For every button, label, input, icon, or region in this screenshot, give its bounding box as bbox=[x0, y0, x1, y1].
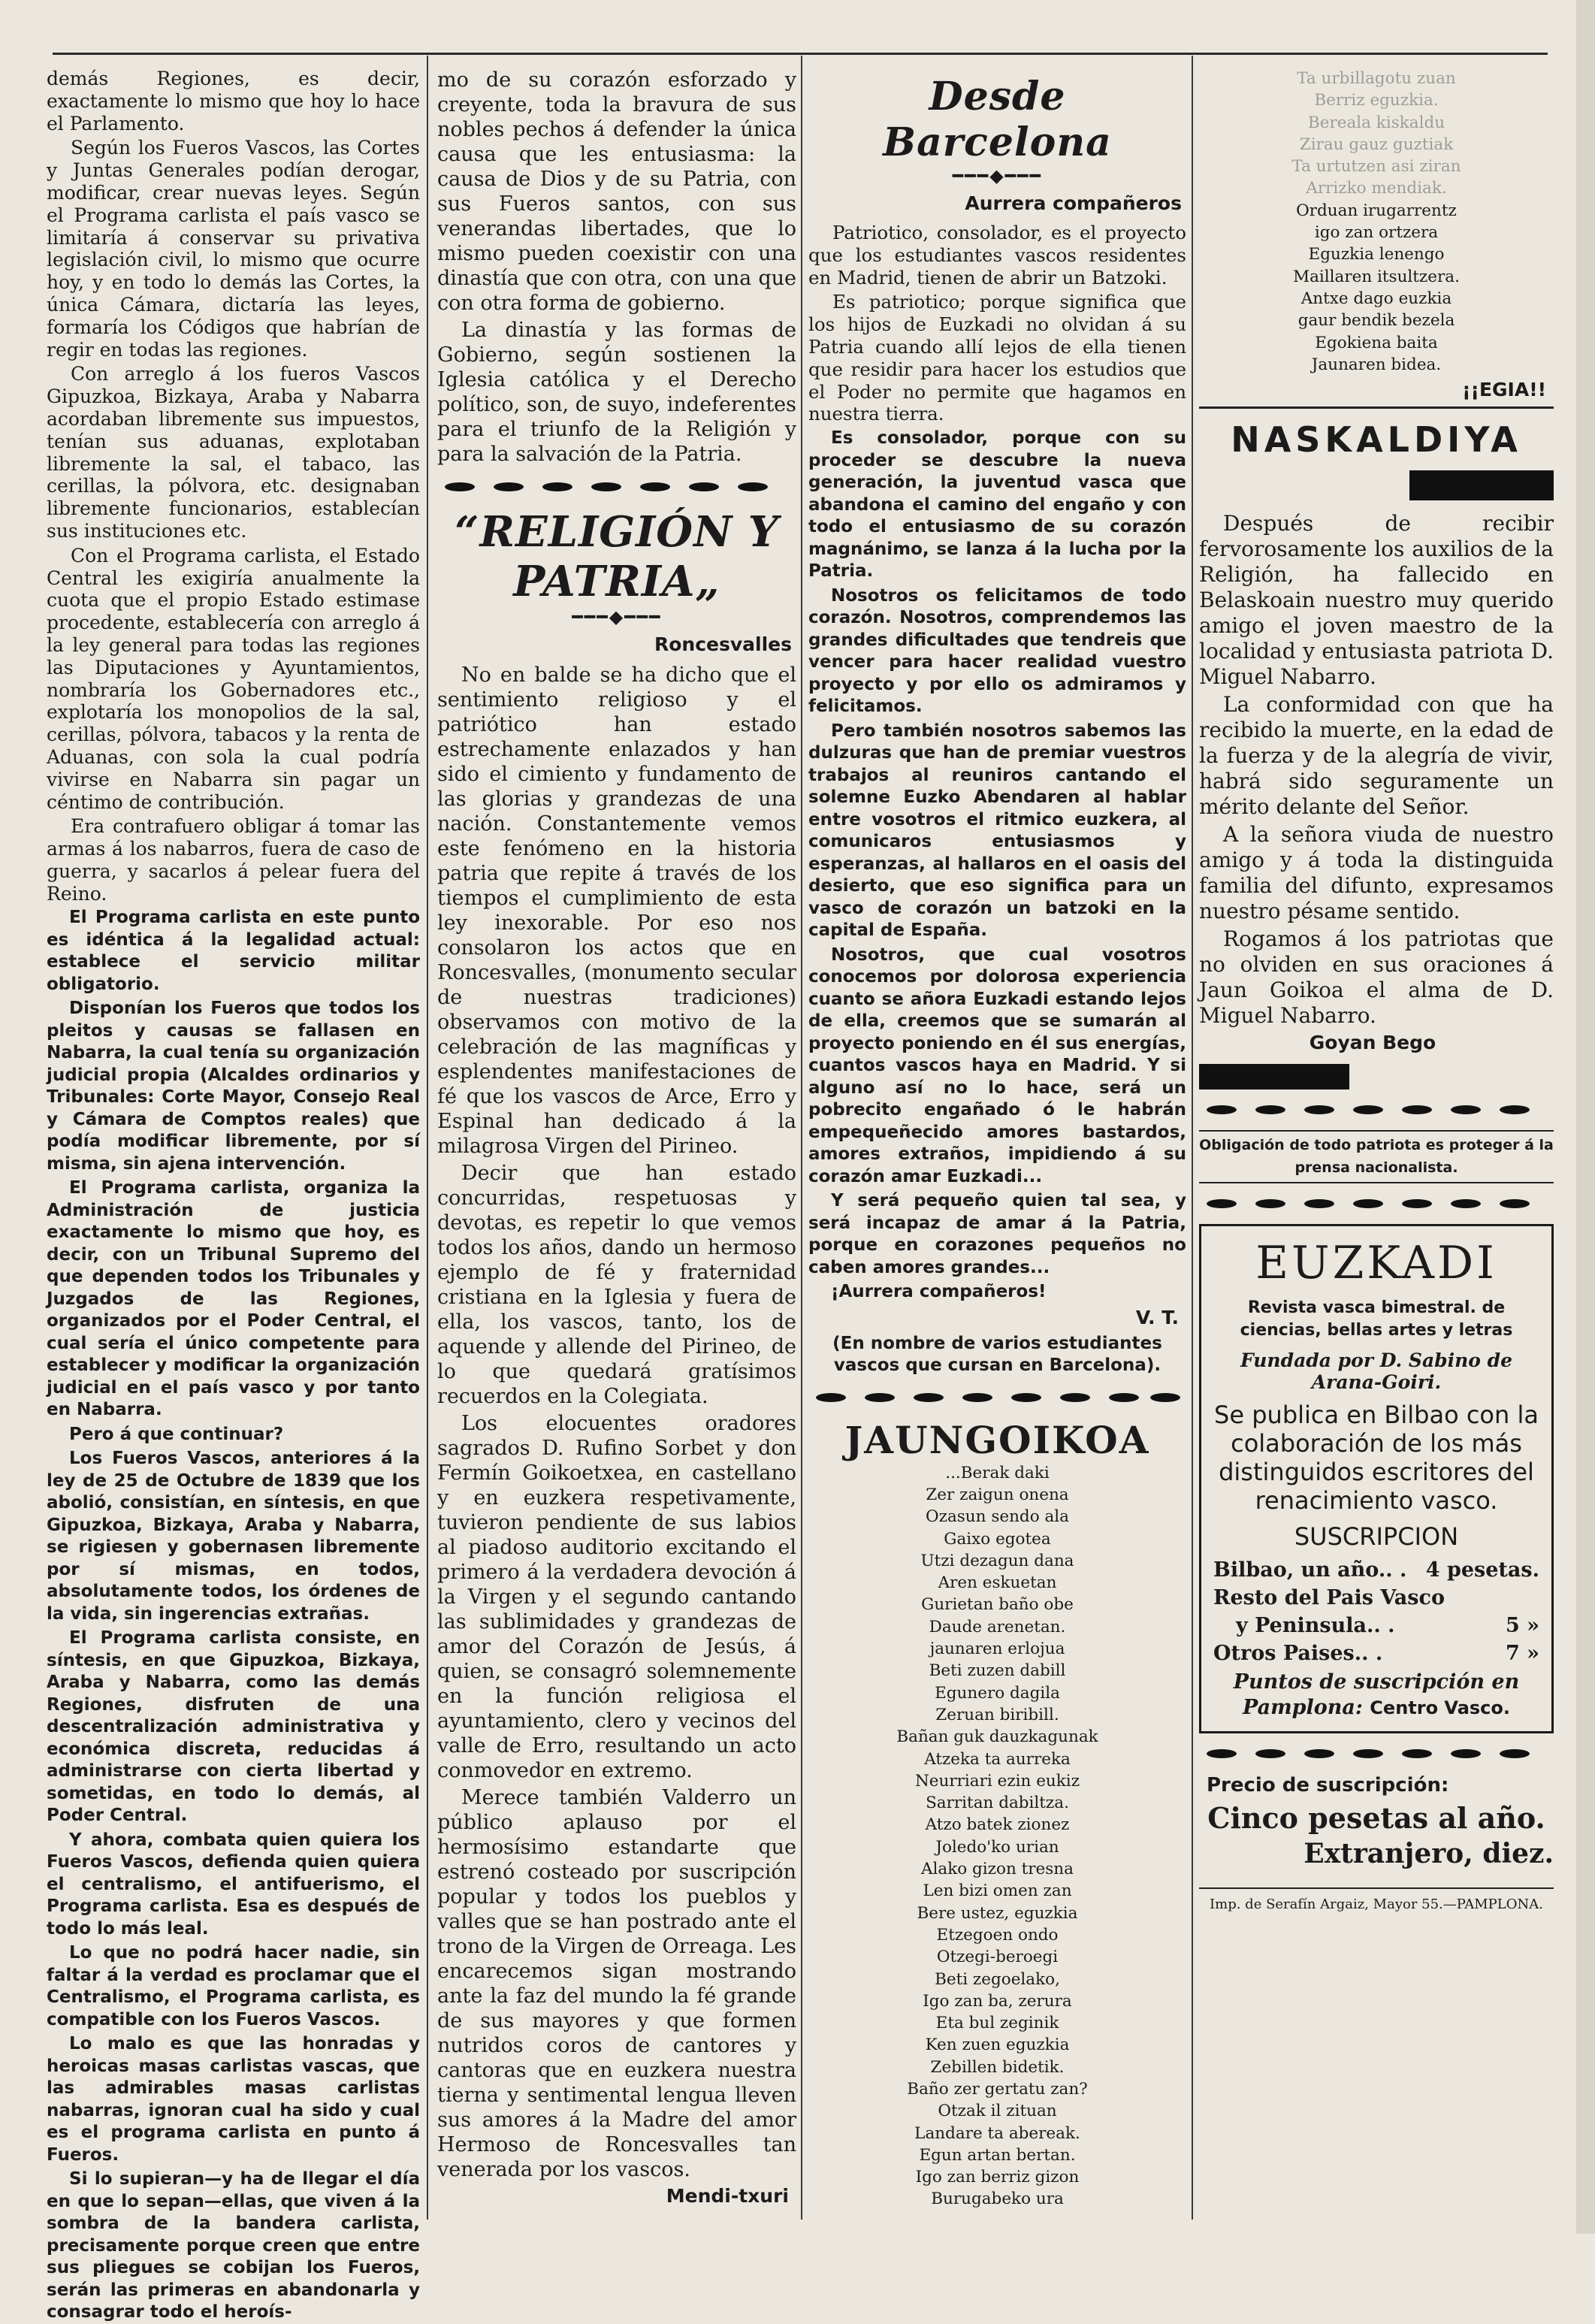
poem-line: Igo zan ba, zerura bbox=[923, 1991, 1072, 2011]
price-value: 4 pesetas. bbox=[1425, 1558, 1539, 1582]
notice: Obligación de todo patriota es proteger á la prensa nacionalista. bbox=[1199, 1130, 1554, 1183]
ornament-divider bbox=[1199, 1100, 1554, 1120]
poem-line: Alako gizon tresna bbox=[921, 1860, 1074, 1879]
column-rule bbox=[427, 56, 428, 2220]
poem-line: Berriz eguzkia. bbox=[1314, 91, 1439, 110]
article-paragraph: Con el Programa carlista, el Estado Central les exigiría anualmente la cuota que el propio Estado estimase procedente, establecería con arreglo á la ley general para todas las regiones las Diputaciones y Ayuntamientos, nombraría los Gobernadores etc., explotaría los monopolios de la sal, cerillas, pólvora, tabacos y la renta de Aduanas, con sola la cual podría vivirse en Nabarra sin pagar un céntimo de contribución. bbox=[47, 544, 420, 813]
price-value: 5 » bbox=[1505, 1614, 1539, 1638]
column-rule bbox=[1192, 56, 1193, 2220]
ad-title: EUZKADI bbox=[1255, 1237, 1497, 1290]
ad-points bbox=[1213, 1670, 1539, 1721]
price-row bbox=[1213, 1558, 1539, 1582]
article-subhead: Roncesvalles bbox=[654, 633, 792, 655]
page-edge bbox=[1576, 0, 1595, 2234]
article-signature: V. T. bbox=[1135, 1306, 1179, 1328]
top-rule bbox=[53, 53, 1548, 55]
article-paragraph: Era contrafuero obligar á tomar las armas á los nabarros, fuera de caso de guerra, y sacarlos á pelear fuera del Reino. bbox=[47, 815, 420, 905]
price-label: Bilbao, un año.. . bbox=[1213, 1558, 1407, 1582]
poem-line: Igo zan berriz gizon bbox=[915, 2168, 1080, 2187]
poem-line: Orduan irugarrentz bbox=[1296, 201, 1457, 220]
subscription-foreign: Extranjero, diez. bbox=[1303, 1838, 1554, 1870]
article-paragraph-bold: Lo que no podrá hacer nadie, sin faltar á la verdad es proclamar que el Centralismo, el Programa carlista, es compatible con los Fueros Vascos. bbox=[47, 1943, 420, 2029]
divider bbox=[1199, 406, 1554, 409]
article-paragraph: demás Regiones, es decir, exactamente lo mismo que hoy lo hace el Parlamento. bbox=[47, 68, 420, 134]
poem-line: Eguzkia lenengo bbox=[1308, 245, 1445, 264]
poem-line: Ta urbillagotu zuan bbox=[1297, 69, 1456, 88]
ornament-divider bbox=[437, 477, 796, 497]
poem-line: Joledo'ko urian bbox=[935, 1837, 1059, 1857]
title-ornament: ━━━◆━━━ bbox=[952, 165, 1043, 186]
obituary-paragraph: A la señora viuda de nuestro amigo y á toda la distinguida familia del difunto, expresamos nuestro pésame sentido. bbox=[1199, 822, 1554, 924]
poem-line: Beti zegoelako, bbox=[935, 1969, 1060, 1989]
imprint: Imp. de Serafín Argaiz, Mayor 55.—PAMPLONA. bbox=[1210, 1896, 1543, 1913]
ad-points-label: Puntos de suscripción en Pamplona: bbox=[1233, 1670, 1520, 1720]
article-paragraph: mo de su corazón esforzado y creyente, toda la bravura de sus nobles pechos á defender la única causa que les entusiasma: la causa de Dios y de su Patria, con sus Fueros santos, con sus venerandas libertades, que lo mismo pueden coexistir con una dinastía que con otra, con una que con otra forma de gobierno. bbox=[437, 68, 796, 315]
poem-line: Aren eskuetan bbox=[938, 1573, 1057, 1593]
subscription-price: Cinco pesetas al año. bbox=[1207, 1801, 1545, 1836]
poem-line: gaur bendik bezela bbox=[1297, 311, 1455, 331]
article-paragraph-bold: Los Fueros Vascos, anteriores á la ley de 25 de Octubre de 1839 que los abolió, consistían, en síntesis, en que Gipuzkoa, Bizkaya, Araba y Nabarra, se rigiesen y gobernasen libremente por sí mismas, en todos, absolutamente todos, los órdenes de la vida, sin ingerencias extrañas. bbox=[47, 1449, 420, 1624]
price-label: Otros Paises.. . bbox=[1213, 1642, 1383, 1666]
poem-line: Gurietan baño obe bbox=[921, 1595, 1074, 1615]
poem-line: Ken zuen eguzkia bbox=[925, 2035, 1070, 2055]
poem-line: Antxe dago euzkia bbox=[1300, 289, 1452, 308]
column-3 bbox=[808, 68, 1186, 2224]
black-bar bbox=[1199, 1064, 1349, 1089]
article-note: (En nombre de varios estudiantes vascos que cursan en Barcelona). bbox=[832, 1333, 1162, 1376]
poem-continuation-faint bbox=[1199, 68, 1554, 200]
poem-line: Bereala kiskaldu bbox=[1307, 113, 1445, 132]
article-paragraph: Merece también Valderro un público aplauso por el hermosísimo estandarte que estrenó costeado por suscripción popular y todos los pueblos y valles que se han postrado ante el trono de la Virgen de Orreaga. Les encarecemos sigan mostrando ante la faz del mundo la fé grande de sus mayores y que formen nutridos coros de cantores y cantoras que en euzkera nuestra tierna y sentimental lengua lleven sus amores á la Madre del amor Hermoso de Roncesvalles tan venerada por los vascos. bbox=[437, 1786, 796, 2181]
article-title: “RELIGIÓN Y PATRIA„ bbox=[455, 507, 779, 606]
price-row bbox=[1213, 1614, 1539, 1637]
article-paragraph-bold: El Programa carlista, organiza la Administración de justicia exactamente lo mismo que hoy, es decir, con un Tribunal Supremo del que dependen todos los Tribunales y Juzgados de las Regiones, organizados por el Poder Central, el cual sería el único competente para establecer y modificar la organización judicial en el país vasco y por tanto en Nabarra. bbox=[47, 1178, 420, 1420]
poem-line: ...Berak daki bbox=[945, 1463, 1050, 1482]
poem-line: Gaixo egotea bbox=[944, 1529, 1051, 1549]
article-paragraph: Con arreglo á los fueros Vascos Gipuzkoa, Bizkaya, Araba y Nabarra acordaban libremente sus impuestos, tenían sus aduanas, explotaban libremente la sal, el tabaco, las cerillas, la pólvora, etc. designaban libremente funcionarios, establecían sus instituciones etc. bbox=[47, 363, 420, 542]
black-bar bbox=[1409, 470, 1554, 500]
article-subhead: Aurrera compañeros bbox=[965, 192, 1182, 214]
column-2 bbox=[437, 68, 796, 2224]
poem-line: Etzegoen ondo bbox=[936, 1925, 1059, 1945]
poem-line: Utzi dezagun dana bbox=[920, 1551, 1074, 1570]
poem-line: Egun artan bertan. bbox=[919, 2145, 1076, 2165]
column-1 bbox=[47, 68, 420, 2322]
title-ornament: ━━━◆━━━ bbox=[572, 606, 662, 627]
poem-line: Neurriari ezin eukiz bbox=[914, 1771, 1080, 1791]
obituary-paragraph: Rogamos á los patriotas que no olviden en sus oraciones á Jaun Goikoa el alma de D. Miguel Nabarro. bbox=[1199, 926, 1554, 1029]
article-paragraph-bold: El Programa carlista consiste, en síntesis, en que Gipuzkoa, Bizkaya, Araba y Nabarra, como las demás Regiones, disfruten de una descentralización administrativa y económica discreta, reducidas á administrarse con cierta libertad y sometidas, en todo lo demás, al Poder Central. bbox=[47, 1628, 420, 1826]
article-paragraph: Es patriotico; porque significa que los hijos de Euzkadi no olvidan á su Patria cuando allí lejos de ella tienen que residir para hacer los estudios que el Poder no permite que hagamos en nuestra tierra. bbox=[808, 291, 1186, 425]
price-row bbox=[1213, 1642, 1539, 1665]
poem-line: Otzak il zituan bbox=[938, 2102, 1057, 2121]
price-value: 7 » bbox=[1505, 1642, 1539, 1666]
poem-line: igo zan ortzera bbox=[1314, 223, 1439, 243]
article-paragraph-bold: Pero á que continuar? bbox=[69, 1424, 284, 1444]
poem-line: Egokiena baita bbox=[1315, 333, 1438, 352]
price-row bbox=[1213, 1586, 1539, 1609]
poem-line: Maillaren itsultzera. bbox=[1293, 267, 1460, 286]
column-rule bbox=[801, 56, 802, 2220]
poem-continuation bbox=[1199, 200, 1554, 376]
poem-line: Burugabeko ura bbox=[931, 2190, 1064, 2209]
article-paragraph: Patriotico, consolador, es el proyecto que los estudiantes vascos residentes en Madrid, tienen de abrir un Batzoki. bbox=[808, 222, 1186, 289]
article-paragraph-bold: Lo malo es que las honradas y heroicas masas carlistas vascas, que las admirables masas carlistas nabarras, ignoran cual ha sido y cual es el programa carlista en punto á Fueros. bbox=[47, 2034, 420, 2165]
poem-line: Zirau gauz guztiak bbox=[1299, 134, 1454, 154]
ornament-divider bbox=[808, 1388, 1186, 1407]
article-paragraph-bold: Es consolador, porque con su proceder se descubre la nueva generación, la juventud vasca que abandona el camino del engaño y con todo el entusiasmo de su corazón magnánimo, se lanza á la lucha por la Patria. bbox=[808, 428, 1186, 582]
ad-points-value: Centro Vasco. bbox=[1370, 1697, 1510, 1719]
ornament-divider bbox=[1199, 1744, 1554, 1763]
obituary-paragraph: La conformidad con que ha recibido la muerte, en la edad de la fuerza y de la alegría de vivir, habrá sido seguramente un mérito delante del Señor. bbox=[1199, 692, 1554, 820]
subscription-label: Precio de suscripción: bbox=[1207, 1774, 1449, 1797]
article-paragraph-bold: Y será pequeño quien tal sea, y será incapaz de amar á la Patria, porque en corazones pequeños no caben amores grandes... bbox=[808, 1191, 1186, 1277]
article-paragraph-bold: ¡Aurrera compañeros! bbox=[831, 1282, 1047, 1302]
poem-line: Atzeka ta aurreka bbox=[924, 1749, 1071, 1769]
poem-line: Zer zaigun onena bbox=[926, 1485, 1069, 1504]
poem-line: Zebillen bidetik. bbox=[930, 2057, 1065, 2077]
poem-line: Bañan guk dauzkagunak bbox=[896, 1727, 1098, 1747]
price-label: Resto del Pais Vasco bbox=[1213, 1586, 1445, 1610]
article-paragraph: Según los Fueros Vascos, las Cortes y Juntas Generales podían derogar, modificar, crear nuevas leyes. Según el Programa carlista el país vasco se limitaría á conservar su privativa legislación civil, lo mismo que ocurre hoy, y en todo lo demás las Cortes, la única Cámara, dictaría las leyes, formaría los Códigos que habrían de regir en todas las regiones. bbox=[47, 137, 420, 361]
column-4 bbox=[1199, 68, 1554, 2224]
ad-body: Se publica en Bilbao con la colaboración de los más distinguidos escritores del renacimiento vasco. bbox=[1214, 1401, 1539, 1516]
article-paragraph-bold: Nosotros os felicitamos de todo corazón. Nosotros, comprendemos las grandes dificultades que tendreis que vencer para hacer realidad vuestro proyecto y por ello os admiramos y felicitamos. bbox=[808, 585, 1186, 717]
poem-line: Bere ustez, eguzkia bbox=[917, 1903, 1078, 1923]
advertisement-box bbox=[1199, 1224, 1554, 1733]
ad-subscription-label: SUSCRIPCION bbox=[1294, 1522, 1459, 1552]
ornament-divider bbox=[1199, 1194, 1554, 1213]
article-paragraph-bold: Si lo supieran—y ha de llegar el día en que lo sepan—ellas, que viven á la sombra de la bandera carlista, precisamente porque creen que entre sus pliegues se cobijan los Fueros, serán las primeras en abandonarla y consagrar todo el heroís- bbox=[47, 2169, 420, 2322]
poem-line: Ozasun sendo ala bbox=[926, 1507, 1069, 1527]
article-signature: Mendi-txuri bbox=[666, 2185, 789, 2207]
obituary-signature: Goyan Bego bbox=[1309, 1032, 1436, 1054]
poem-title: JAUNGOIKOA bbox=[844, 1417, 1150, 1462]
poem-line: Len bizi omen zan bbox=[923, 1881, 1072, 1901]
poem-line: Baño zer gertatu zan? bbox=[907, 2079, 1088, 2099]
article-paragraph-bold: Pero también nosotros sabemos las dulzuras que han de premiar vuestros trabajos al reuniros cantando el solemne Euzko Abendaren al hablar entre vosotros el ritmico euzkera, al comunicaros entusiasmos y esperanzas, al hallaros en el oasis del desierto, que eso significa para un vasco de corazón un batzoki en la capital de España. bbox=[808, 721, 1186, 941]
article-paragraph-bold: El Programa carlista en este punto es idéntica á la legalidad actual: establece el servicio militar obligatorio. bbox=[47, 908, 420, 994]
poem-line: Jaunaren bidea. bbox=[1311, 355, 1442, 374]
poem-line: Beti zuzen dabill bbox=[929, 1661, 1066, 1681]
poem-line: Sarritan dabiltza. bbox=[926, 1794, 1069, 1813]
article-paragraph: Los elocuentes oradores sagrados D. Rufino Sorbet y don Fermín Goikoetxea, en castellano y en euzkera respetivamente, tuvieron pendiente de sus labios al piadoso auditorio excitando el primero á la verdadera devoción á la Virgen y el segundo cantando las sublimidades y grandezas de amor del Corazón de Jesús, á quien, se consagró solemnemente en la función religiosa el ayuntamiento, clero y vecinos del valle de Erro, resultando un acto conmovedor en extremo. bbox=[437, 1412, 796, 1782]
article-paragraph-bold: Disponían los Fueros que todos los pleitos y causas se fallasen en Nabarra, la cual tenía su organización judicial propia (Alcaldes ordinarios y Tribunales: Corte Mayor, Consejo Real y Cámara de Comptos reales) que podía modificar libremente, por sí misma, sin ajena intervención. bbox=[47, 999, 420, 1174]
price-label: y Peninsula.. . bbox=[1236, 1614, 1395, 1638]
poem-line: Daude arenetan. bbox=[929, 1617, 1066, 1636]
article-paragraph: Decir que han estado concurridas, respetuosas y devotas, es repetir lo que vemos todos los años, dando un hermoso ejemplo de fé y fraternidad cristiana en la Iglesia y fuera de ella, los vascos, tanto, los de aquende y allende del Pirineo, de lo que quedará gratísimos recuerdos en la Colegiata. bbox=[437, 1162, 796, 1408]
obituary-paragraph: Después de recibir fervorosamente los auxilios de la Religión, ha fallecido en Belaskoain nuestro muy querido amigo el joven maestro de la localidad y entusiasta patriota D. Miguel Nabarro. bbox=[1199, 511, 1554, 690]
article-title: Desde Barcelona bbox=[883, 74, 1112, 165]
poem-line: Otzegi-beroegi bbox=[936, 1948, 1059, 1967]
poem-line: Ta urtutzen asi ziran bbox=[1291, 157, 1461, 177]
article-paragraph: La dinastía y las formas de Gobierno, según sostienen la Iglesia católica y el Derecho político, son, de suyo, indeferentes para el triunfo de la Religión y para la salvación de la Patria. bbox=[437, 319, 796, 466]
poem-signature: ¡¡EGIA!! bbox=[1462, 379, 1546, 401]
divider bbox=[1199, 1887, 1554, 1889]
article-paragraph-bold: Y ahora, combata quien quiera los Fueros Vascos, defienda quien quiera el centralismo, el antifuerismo, el Programa carlista. Esa es después de todo lo más leal. bbox=[47, 1830, 420, 1939]
poem-line: Egunero dagila bbox=[935, 1683, 1060, 1703]
poem bbox=[808, 1462, 1186, 2211]
article-paragraph-bold: Nosotros, que cual vosotros conocemos por dolorosa experiencia cuanto se añora Euzkadi estando lejos de ella, creemos que se sumarán al proyecto poniendo en él sus energías, cuantos vascos haya en Madrid. Y si alguno así no lo hace, será un pobrecito engañado ó le habrán empequeñecido amores bastardos, amores extraños, impidiendo á su corazón amar Euzkadi... bbox=[808, 944, 1186, 1186]
poem-line: Atzo batek zionez bbox=[925, 1815, 1070, 1835]
article-paragraph: No en balde se ha dicho que el sentimiento religioso y el patriótico han estado estrechamente enlazados y han sido el cimiento y fundamento de las glorias y grandezas de una nación. Constantemente vemos este fenómeno en la historia patria que repite á través de los tiempos el cumplimiento de esta ley inexorable. Por eso nos consolaron los actos que en Roncesvalles, (monumento secular de nuestras tradiciones) observamos con motivo de la celebración de las magníficas y esplendentes manifestaciones de fé que los vascos de Arce, Erro y Espinal han dedicado á la milagrosa Virgen del Pirineo. bbox=[437, 663, 796, 1158]
ad-founded: Fundada por D. Sabino de Arana-Goiri. bbox=[1240, 1349, 1513, 1394]
poem-line: Zeruan biribill. bbox=[935, 1705, 1059, 1724]
poem-line: Eta bul zeginik bbox=[935, 2014, 1059, 2033]
poem-line: Landare ta abereak. bbox=[914, 2123, 1080, 2143]
obituary-title: NASKALDIYA bbox=[1231, 419, 1522, 461]
poem-line: jaunaren erlojua bbox=[929, 1639, 1065, 1659]
poem-line: Arrizko mendiak. bbox=[1306, 179, 1447, 198]
ad-subtitle: Revista vasca bimestral. de ciencias, bellas artes y letras bbox=[1240, 1298, 1513, 1340]
